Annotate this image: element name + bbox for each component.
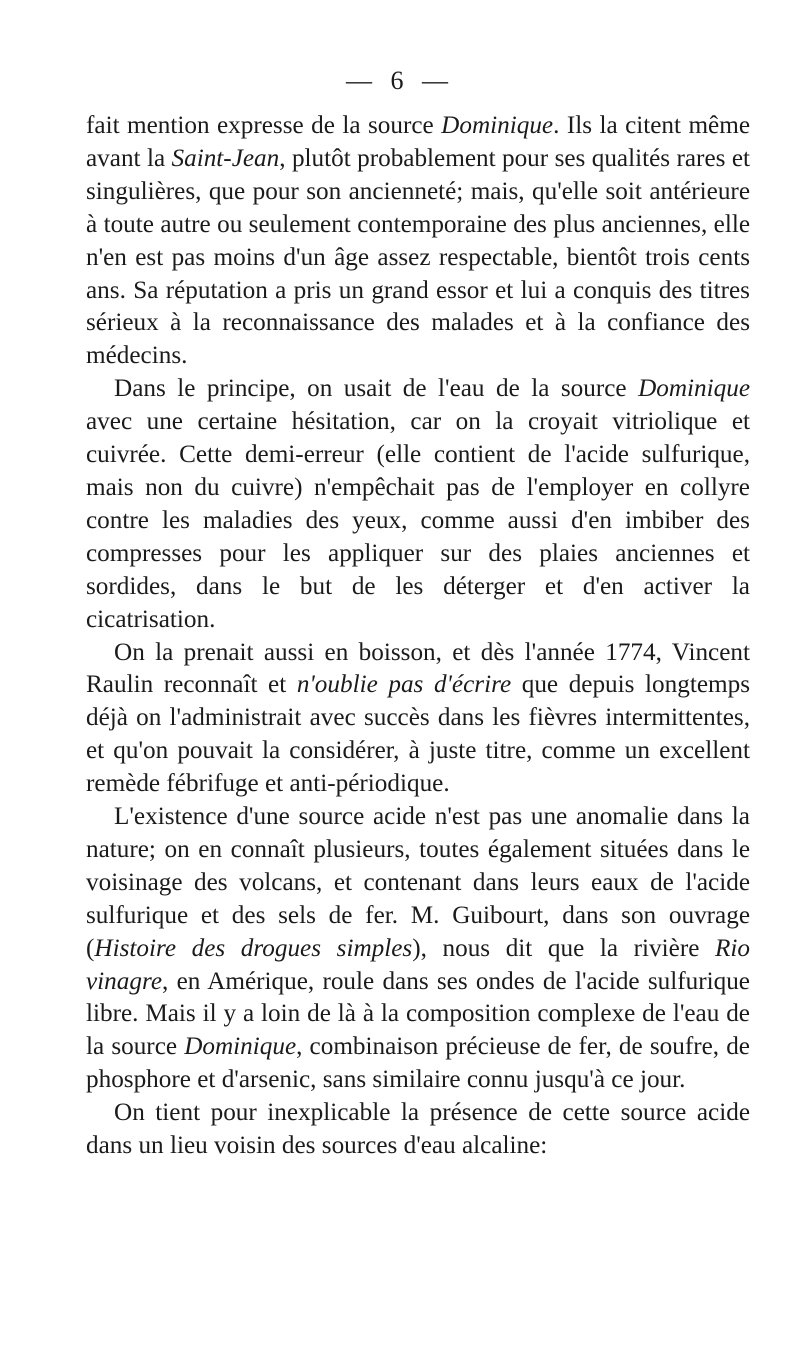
paragraph [86,801,750,1097]
paragraph [86,373,750,636]
text-run: On la prenait aussi en boisson, et dès l'année 1774, Vincent Raulin reconnaît et [86,638,750,699]
text-run: ), nous dit que la rivière [412,934,716,962]
paragraph [86,110,750,373]
text-run: fait mention expresse de la source [86,112,442,139]
italic-text: Dominique [184,1033,297,1061]
text-run: Dans le principe, on usait de l'eau de la source [114,375,639,403]
italic-text: Histoire des drogues simples [94,934,413,962]
italic-text: Saint-Jean [171,144,280,172]
text-run: L'existence d'une source acide n'est pas une anomalie dans la nature; on en connaît plusieurs, toutes également situées dans le voisinage des volcans, et contenant dans leurs eaux de l'acide sulfurique et des sels de fer. M. Guibourt, dans son ouvrage ( [86,803,750,962]
paragraph [86,1097,750,1163]
italic-text: Rio vinagre [86,934,750,995]
text-run: , combinaison précieuse de fer, de soufre, de phosphore et d'arsenic, sans similaire connu jusqu'à ce jour. [86,1033,750,1094]
paragraph [86,637,750,802]
body-text [86,110,750,1163]
text-run: , plutôt probablement pour ses qualités rares et singulières, que pour son ancienneté; mais, qu'elle soit antérieure à toute autre ou seulement contemporaine des plus anciennes, elle n'en est pas moins d'un âge assez respectable, bientôt trois cents ans. Sa réputation a pris un grand essor et lui a conquis des titres sérieux à la reconnaissance des malades et à la confiance des médecins. [86,144,750,370]
page-number: — 6 — [346,66,454,95]
text-run: avec une certaine hésitation, car on la croyait vitriolique et cuivrée. Cette demi-erreur (elle contient de l'acide sulfurique, mais non du cuivre) n'empêchait pas de l'employer en collyre contre les maladies des yeux, comme aussi d'en imbiber des compresses pour les appliquer sur des plaies anciennes et sordides, dans le but de les déterger et d'en activer la cicatrisation. [86,408,750,633]
text-run: que depuis longtemps déjà on l'administrait avec succès dans les fièvres intermittentes, et qu'on pouvait la considérer, à juste titre, comme un excellent remède fébrifuge et anti-périodique. [86,671,750,798]
text-run: , en Amérique, roule dans ses ondes de l'acide sulfurique libre. Mais il y a loin de là à la composition complexe de l'eau de la source [86,967,750,1061]
italic-text: n'oublie pas d'écrire [296,671,512,699]
text-run: . Ils la citent même avant la [86,112,751,172]
italic-text: Dominique [441,112,554,139]
text-run: On tient pour inexplicable la présence de cette source acide dans un lieu voisin des sources d'eau alcaline: [86,1099,750,1160]
italic-text: Dominique [638,375,750,403]
